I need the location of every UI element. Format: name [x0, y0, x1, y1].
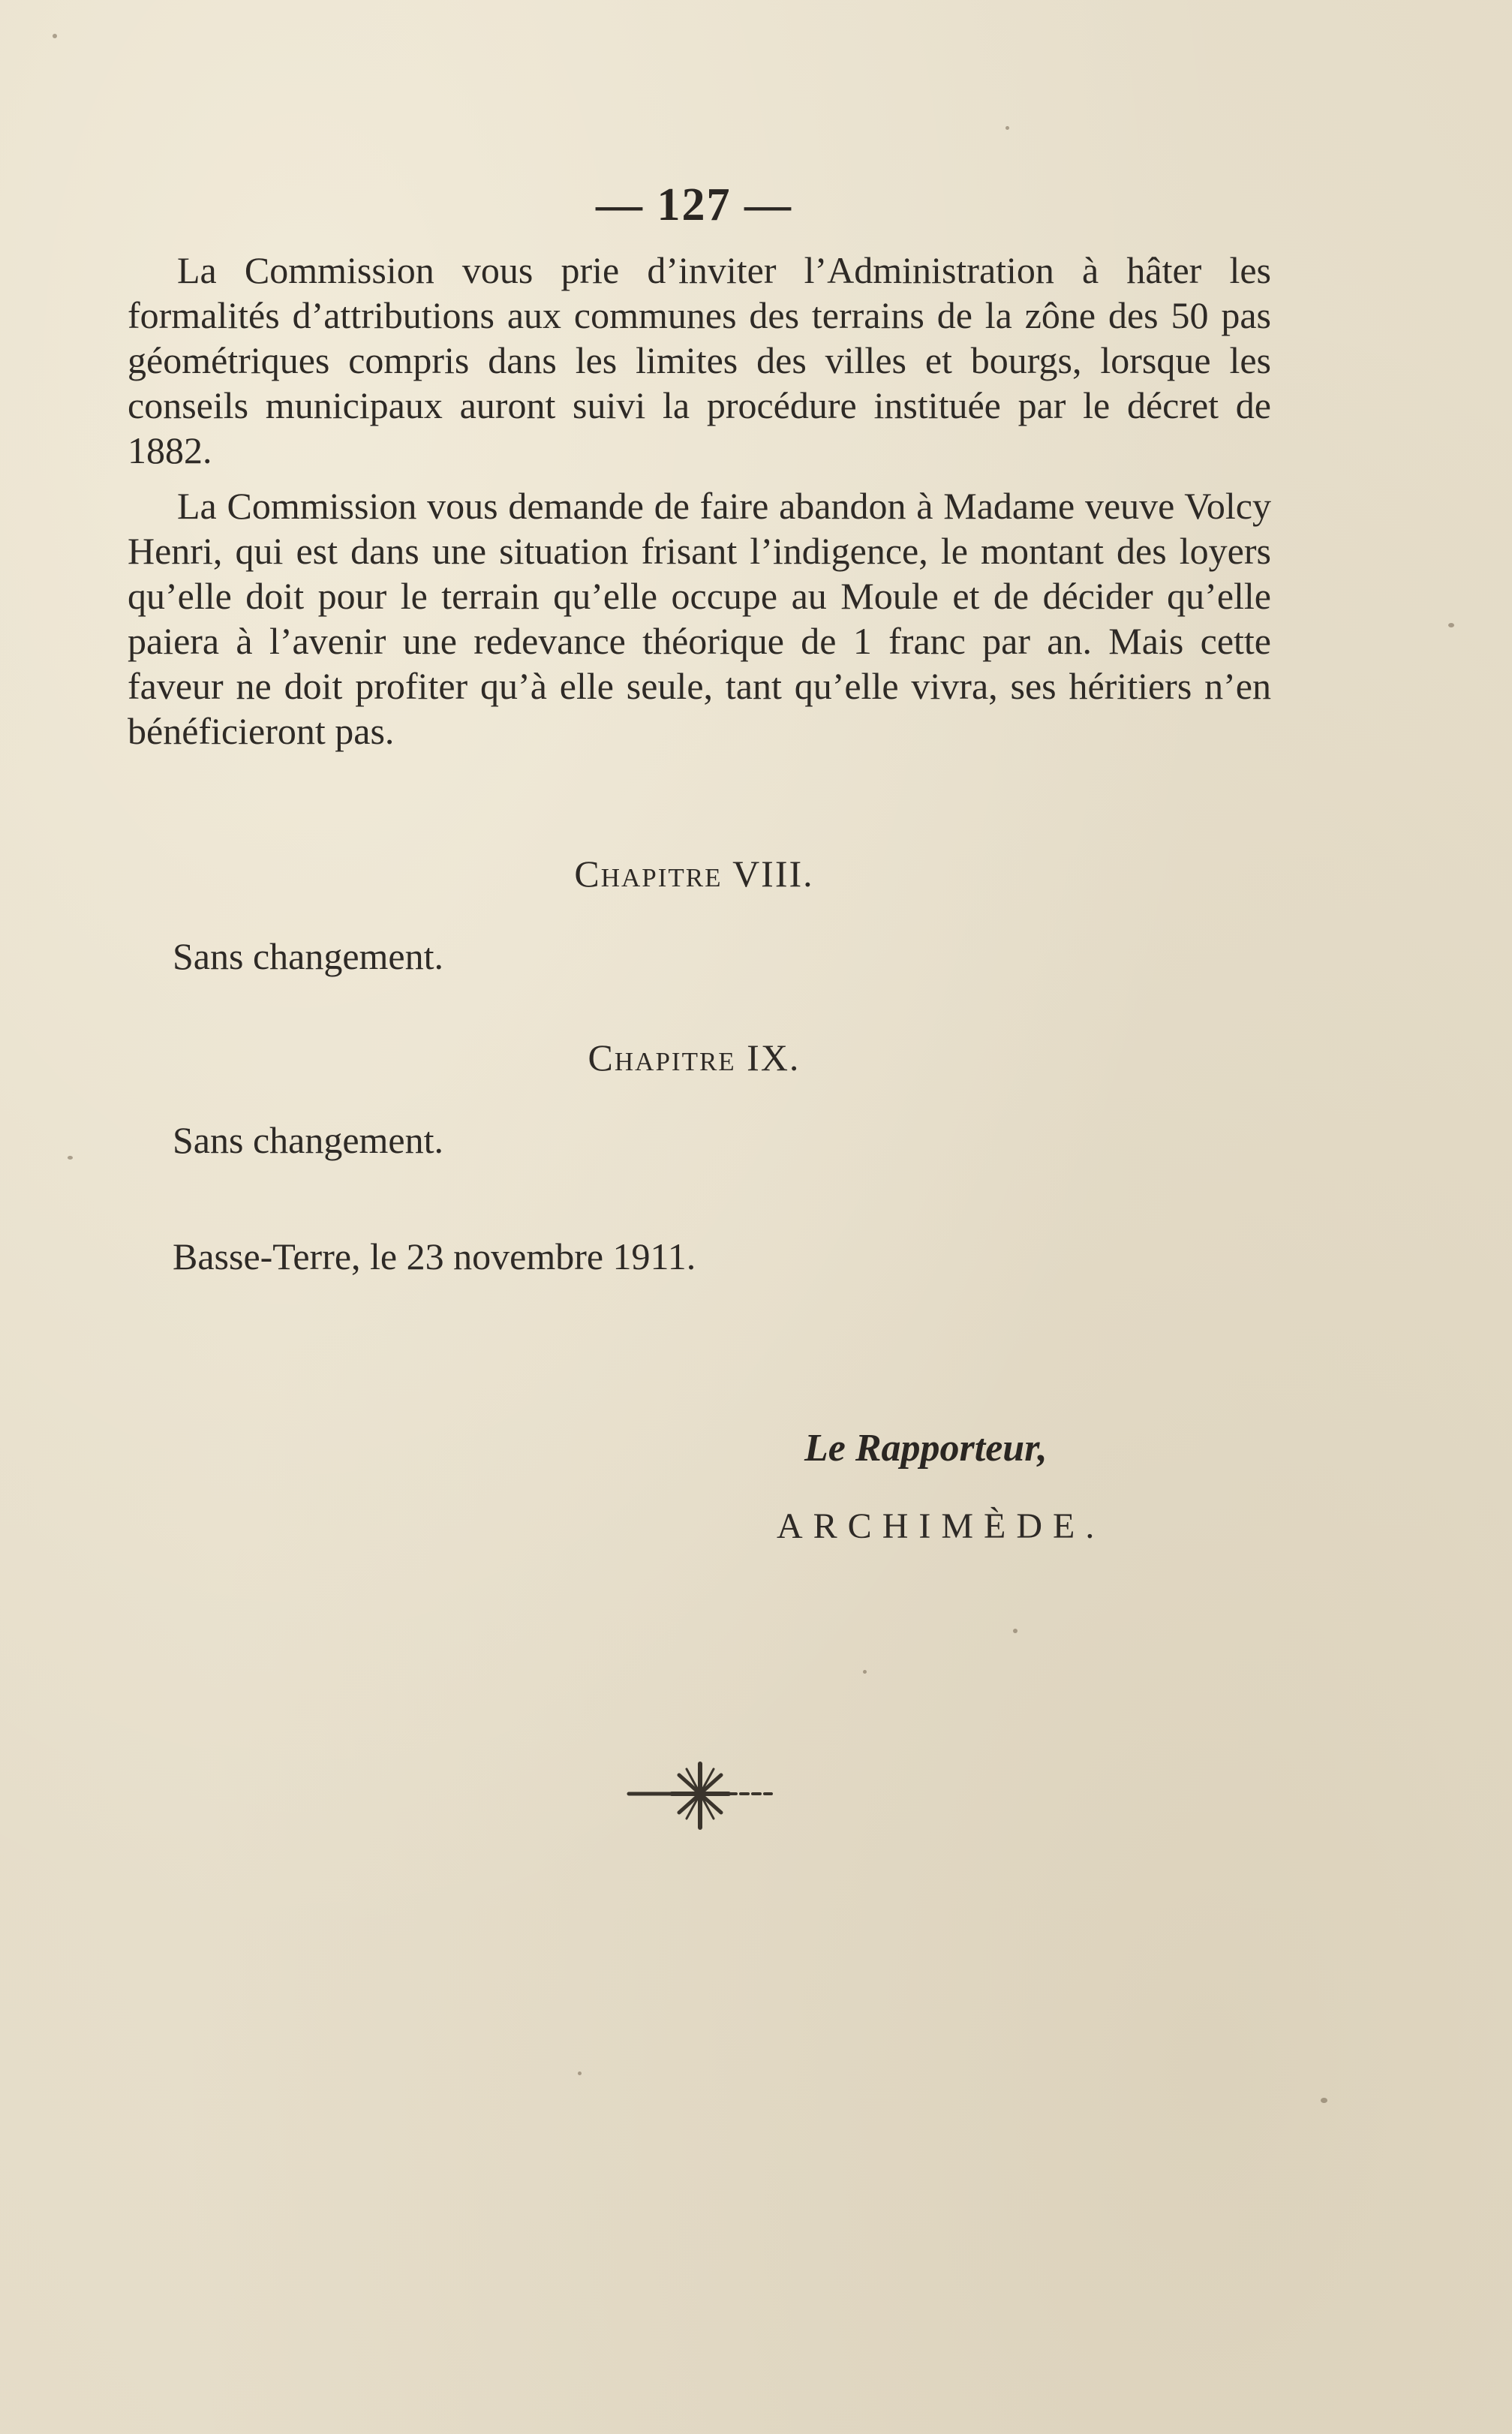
signature-label: Le Rapporteur,	[804, 1427, 1048, 1470]
paper-speck	[578, 2071, 582, 2075]
paper-speck	[1448, 623, 1454, 627]
chapter-heading-viii: Chapitre VIII.	[574, 853, 814, 895]
signature-name: ARCHIMÈDE.	[777, 1506, 1105, 1546]
dateline: Basse-Terre, le 23 novembre 1911.	[173, 1235, 696, 1277]
paper-speck	[68, 1156, 73, 1160]
paper-speck	[1321, 2098, 1327, 2103]
paragraph-2	[128, 483, 1271, 754]
chapter-heading-ix: Chapitre IX.	[588, 1036, 801, 1079]
chapter-viii-content: Sans changement.	[173, 935, 444, 977]
page-number: — 127 —	[596, 179, 792, 230]
paper-speck	[53, 34, 57, 38]
paper-speck	[863, 1670, 867, 1674]
ornament-icon	[625, 1753, 775, 1835]
paper-speck	[1013, 1629, 1018, 1633]
paragraph-text: La Commission vous prie d’inviter l’Administration à hâter les formalités d’attributions aux communes des terrains de la zône des 50 pas géométriques compris dans les limites des villes et bourgs, lorsque les conseils municipaux auront suivi la procédure instituée par le décret de 1882.	[128, 249, 1271, 471]
paragraph-1	[128, 248, 1271, 473]
chapter-ix-content: Sans changement.	[173, 1119, 444, 1161]
paragraph-text: La Commission vous demande de faire abandon à Madame veuve Volcy Henri, qui est dans une situation frisant l’indigence, le montant des loyers qu’elle doit pour le terrain qu’elle occupe au Moule et de décider qu’elle paiera à l’avenir une redevance théorique de 1 franc par an. Mais cette faveur ne doit profiter qu’à elle seule, tant qu’elle vivra, ses héritiers n’en bénéficieront pas.	[128, 485, 1271, 752]
paper-speck	[1005, 126, 1009, 130]
